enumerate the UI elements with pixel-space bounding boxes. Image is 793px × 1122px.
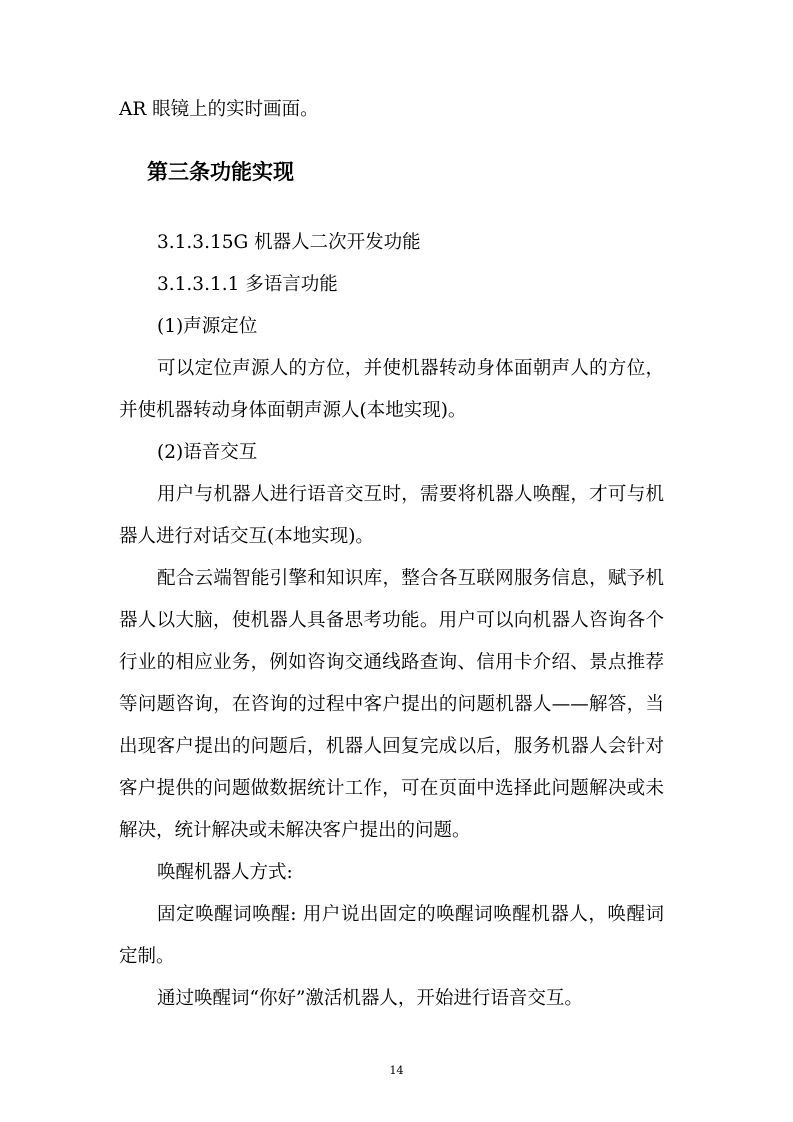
paragraph-line: 器人以大脑，使机器人具备思考功能。用户可以向机器人咨询各个 (119, 610, 664, 631)
wake-methods-heading: 唤醒机器人方式: (157, 862, 293, 883)
paragraph-line: 器人进行对话交互(本地实现)。 (119, 526, 374, 547)
subheading-5g-robot: 3.1.3.15G 机器人二次开发功能 (157, 232, 421, 253)
paragraph-line: 定制。 (119, 946, 175, 967)
page-number: 14 (389, 1064, 404, 1077)
paragraph-line: 配合云端智能引擎和知识库，整合各互联网服务信息，赋予机 (157, 568, 664, 589)
paragraph-line: 客户提供的问题做数据统计工作，可在页面中选择此问题解决或未 (119, 778, 664, 799)
subheading-multilanguage: 3.1.3.1.1 多语言功能 (157, 274, 338, 295)
paragraph-line: 并使机器转动身体面朝声源人(本地实现)。 (119, 400, 467, 421)
paragraph-line: 行业的相应业务，例如咨询交通线路查询、信用卡介绍、景点推荐 (119, 652, 664, 673)
paragraph-line: 等问题咨询，在咨询的过程中客户提出的问题机器人——解答，当 (119, 694, 664, 715)
paragraph-line: 解决，统计解决或未解决客户提出的问题。 (119, 820, 471, 841)
section-heading: 第三条功能实现 (147, 160, 294, 184)
continuation-text: AR 眼镜上的实时画面。 (119, 99, 319, 120)
paragraph-line: 用户与机器人进行语音交互时，需要将机器人唤醒，才可与机 (157, 484, 664, 505)
paragraph-line: 固定唤醒词唤醒: 用户说出固定的唤醒词唤醒机器人，唤醒词 (157, 904, 664, 925)
item-voice-interaction-title: (2)语音交互 (157, 442, 258, 463)
item-sound-localization-title: (1)声源定位 (157, 316, 258, 337)
paragraph-line: 可以定位声源人的方位，并使机器转动身体面朝声人的方位， (157, 358, 664, 379)
paragraph-line: 出现客户提出的问题后，机器人回复完成以后，服务机器人会针对 (119, 736, 664, 757)
paragraph-line: 通过唤醒词“你好”激活机器人，开始进行语音交互。 (157, 988, 583, 1009)
